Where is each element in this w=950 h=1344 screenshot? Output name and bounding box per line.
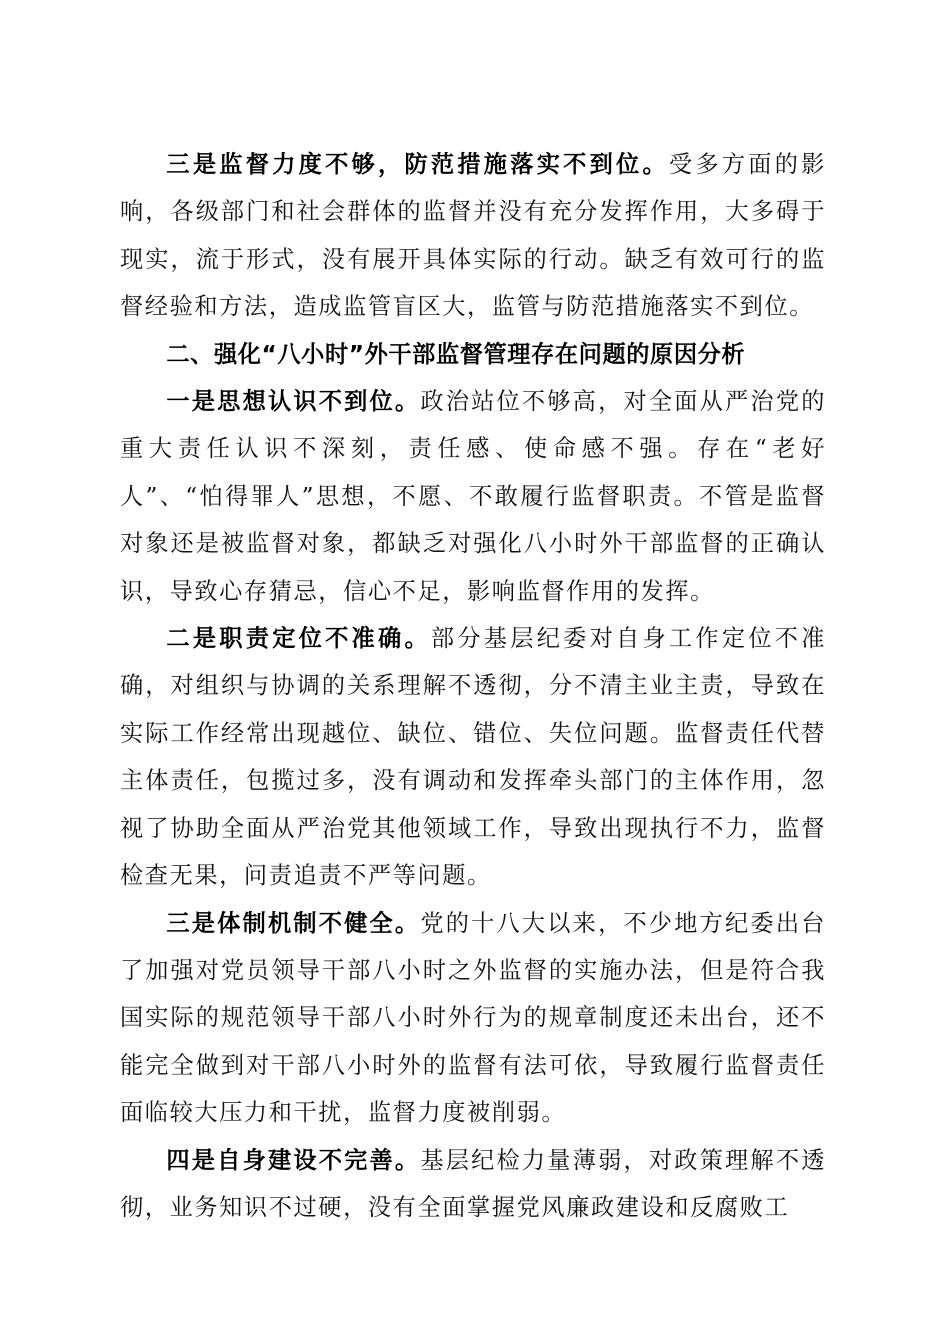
paragraph-self-construction (120, 1137, 826, 1232)
paragraph-lead: 三是监督力度不够，防范措施落实不到位。 (166, 151, 669, 178)
paragraph-lead: 三是体制机制不健全。 (166, 909, 421, 937)
paragraph-lead: 二是职责定位不准确。 (166, 625, 431, 653)
paragraph-body: 部分基层纪委对自身工作定位不准确，对组织与协调的关系理解不透彻，分不清主业主责，导致在实际工作经常出现越位、缺位、错位、失位问题。监督责任代替主体责任，包揽过多，没有调动和发挥牵头部门的主体作用，忽视了协助全面从严治党其他领域工作，导致出现执行不力，监督检查无果，问责追责不严等问题。 (120, 625, 827, 890)
paragraph-lead: 四是自身建设不完善。 (166, 1146, 421, 1174)
paragraph-role-positioning (120, 615, 826, 899)
paragraph-institutional-mechanism (120, 900, 826, 1137)
document-body (120, 141, 826, 1231)
section-heading: 二、强化“八小时”外干部监督管理存在问题的原因分析 (166, 340, 746, 368)
paragraph-body: 受多方面的影响，各级部门和社会群体的监督并没有充分发挥作用，大多碍于现实，流于形式，没有展开具体实际的行动。缺乏有效可行的监督经验和方法，造成监管盲区大，监管与防范措施落实不到位。 (120, 151, 826, 321)
paragraph-supervision-strength (120, 141, 826, 331)
paragraph-ideological-awareness (120, 378, 826, 615)
paragraph-body: 政治站位不够高，对全面从严治党的重大责任认识不深刻，责任感、使命感不强。存在“老好人”、“怕得罪人”思想，不愿、不敢履行监督职责。不管是监督对象还是被监督对象，都缺乏对强化八小时外干部监督的正确认识，导致心存猜忌，信心不足，影响监督作用的发挥。 (120, 388, 827, 605)
paragraph-body: 党的十八大以来，不少地方纪委出台了加强对党员领导干部八小时之外监督的实施办法，但是符合我国实际的规范领导干部八小时外行为的规章制度还未出台，还不能完全做到对干部八小时外的监督有法可依，导致履行监督责任面临较大压力和干扰，监督力度被削弱。 (120, 909, 827, 1127)
paragraph-body: 基层纪检力量薄弱，对政策理解不透彻，业务知识不过硬，没有全面掌握党风廉政建设和反腐败工 (120, 1146, 827, 1221)
paragraph-lead: 一是思想认识不到位。 (166, 388, 421, 416)
